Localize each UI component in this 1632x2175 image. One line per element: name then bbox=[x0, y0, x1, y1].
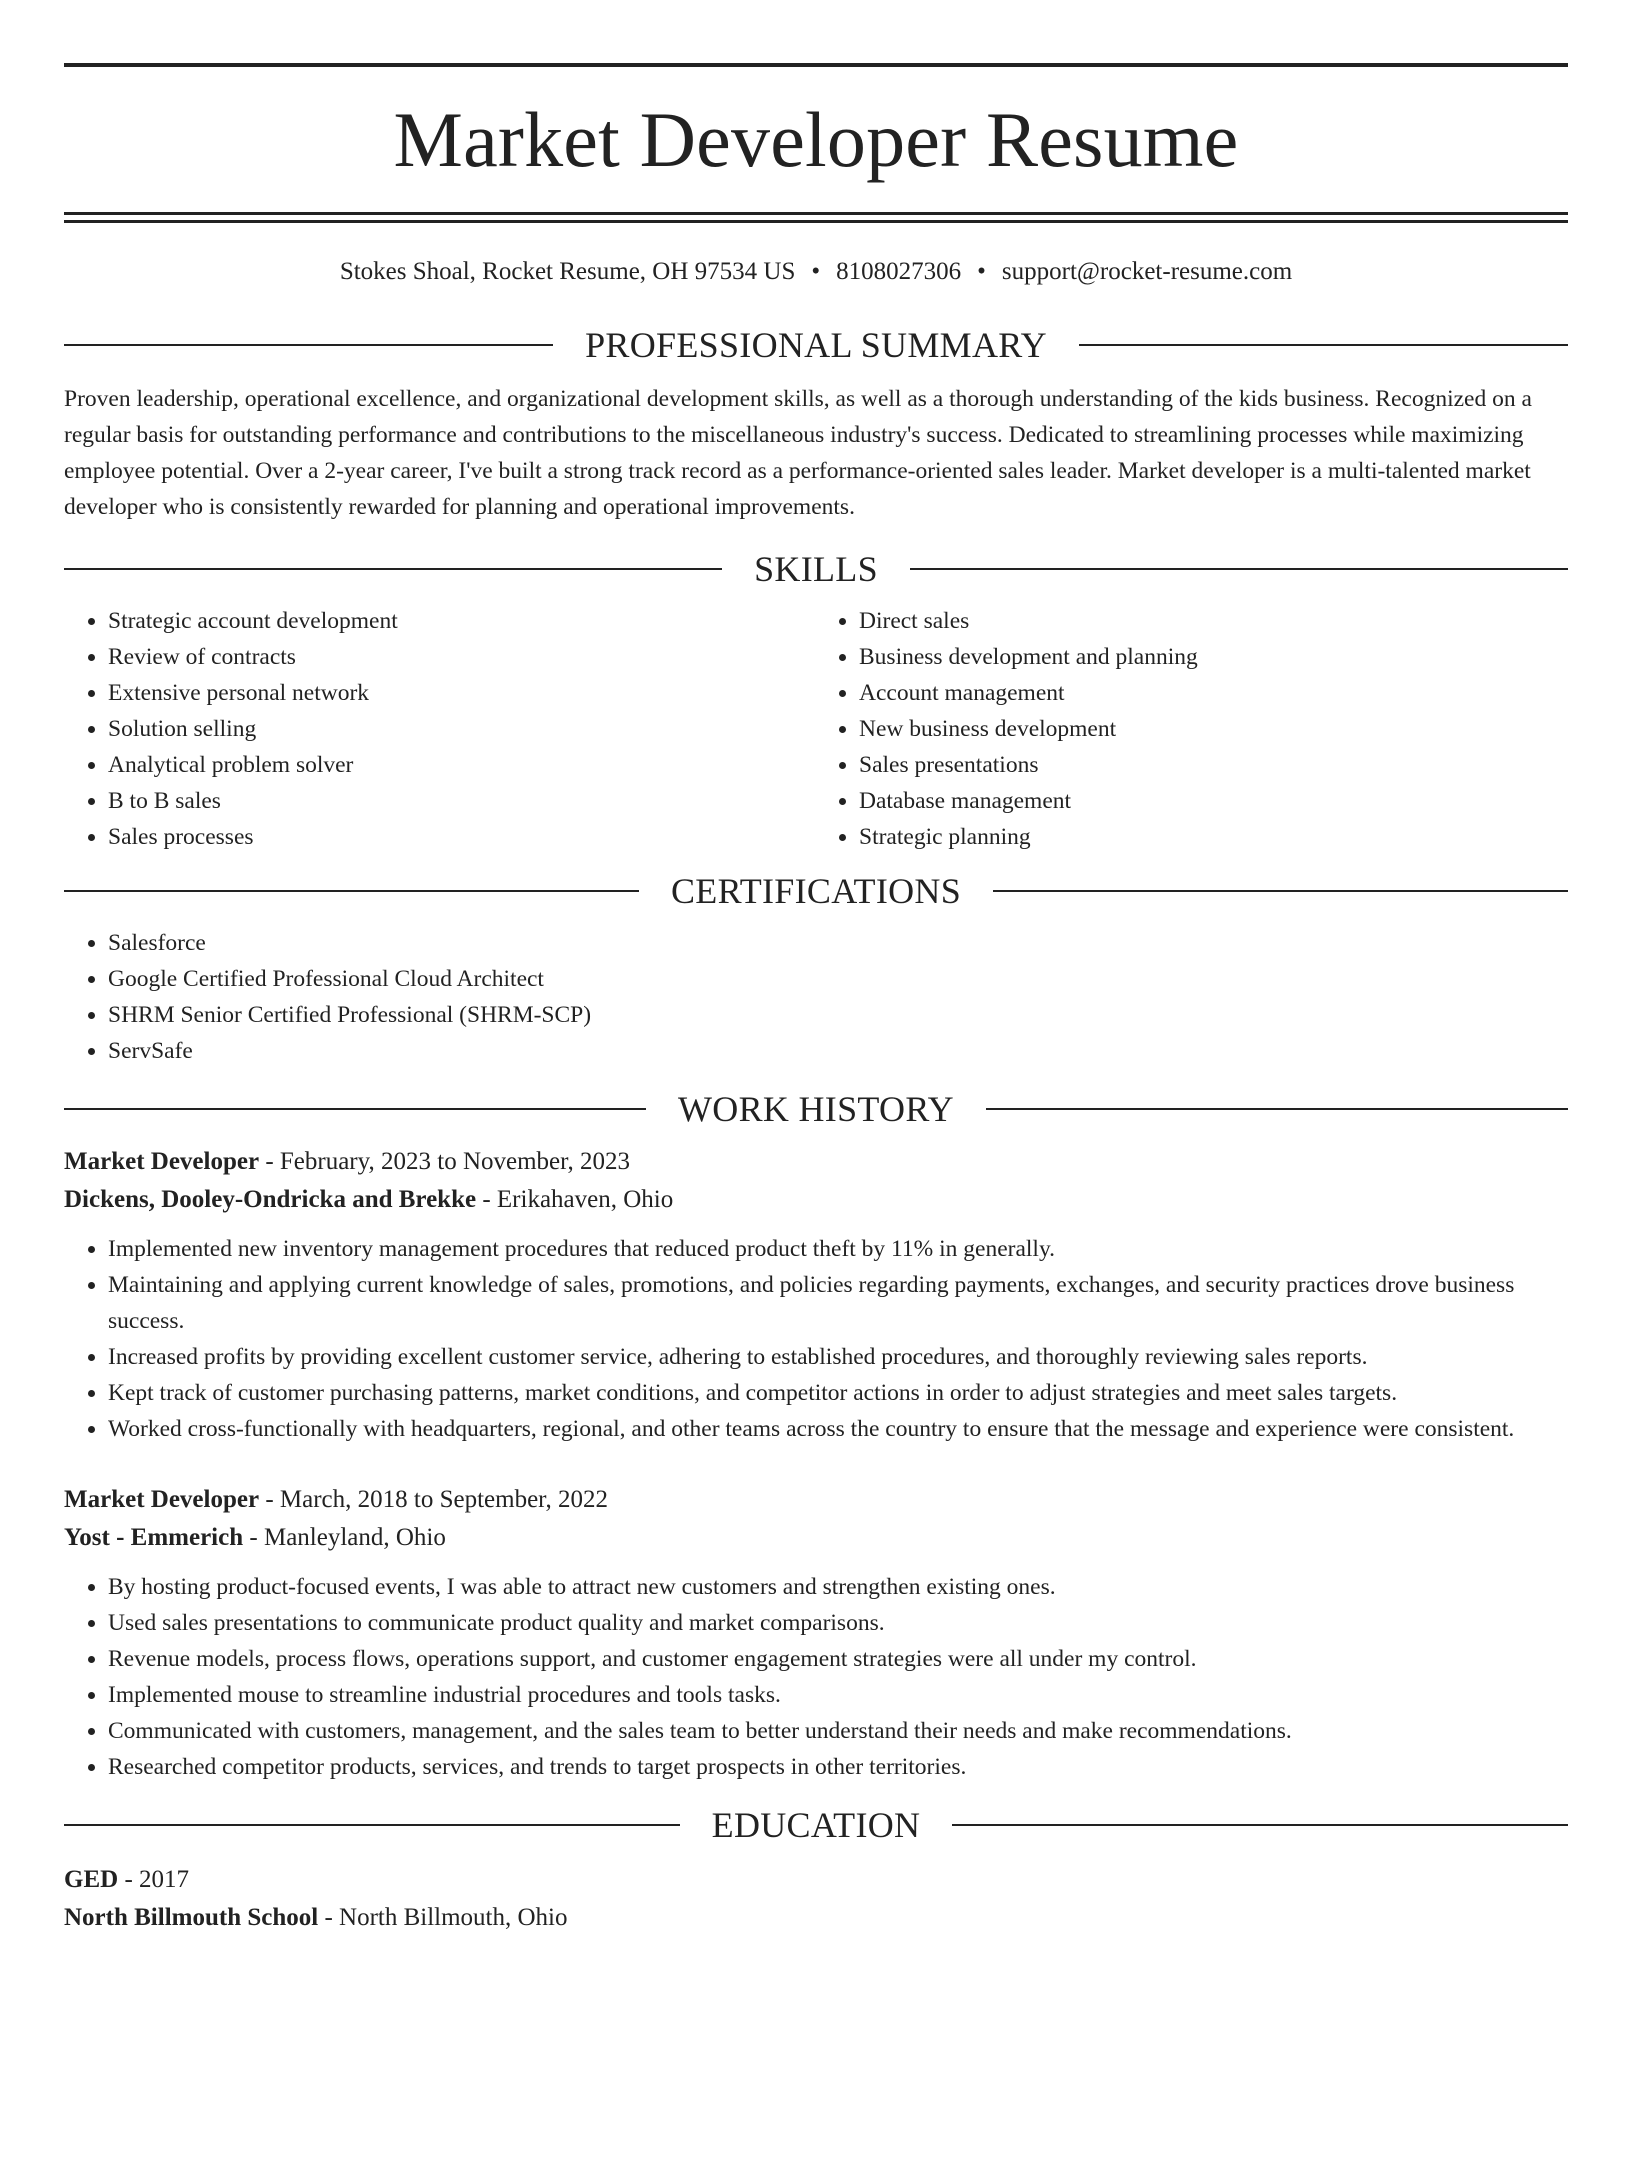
section-heading-skills bbox=[64, 547, 1568, 591]
job-bullet: • Maintaining and applying current knowledge of sales, promotions, and policies regarding payments, exchanges, and security practices drove business success. bbox=[108, 1267, 1568, 1339]
skill-item: • Direct sales bbox=[859, 603, 1568, 639]
contact-phone: 8108027306 bbox=[836, 258, 962, 285]
skill-item: • Account management bbox=[859, 675, 1568, 711]
contact-address: Stokes Shoal, Rocket Resume, OH 97534 US bbox=[339, 258, 796, 285]
job-company-line bbox=[64, 1181, 1568, 1219]
job-bullet: • Communicated with customers, management, and the sales team to better understand their needs and make recommendations. bbox=[108, 1713, 1568, 1749]
skills-grid bbox=[64, 603, 1568, 855]
education-location: - North Billmouth, Ohio bbox=[318, 1904, 568, 1931]
education-year: - 2017 bbox=[118, 1866, 190, 1893]
contact-line bbox=[64, 257, 1568, 287]
job-entry bbox=[64, 1481, 1568, 1785]
heading-rule bbox=[64, 890, 639, 892]
job-bullet: • Worked cross-functionally with headquarters, regional, and other teams across the country to ensure that the message and experience were consistent. bbox=[108, 1411, 1568, 1447]
heading-rule bbox=[910, 568, 1568, 570]
education-degree: GED bbox=[64, 1866, 119, 1893]
summary-paragraph: Proven leadership, operational excellence, and organizational development skills, as well as a thorough understanding of the kids business. Recognized on a regular basis for outstanding performance and contributions to the miscellaneous industry's success. Dedicated to streamlining processes while maximizing employee potential. Over a 2-year career, I've built a strong track record as a performance-oriented sales leader. Market developer is a multi-talented market developer who is consistently rewarded for planning and operational improvements. bbox=[64, 386, 1532, 520]
skill-item: • Solution selling bbox=[108, 711, 816, 747]
certifications-list bbox=[64, 925, 1568, 1069]
job-bullet: • Researched competitor products, services, and trends to target prospects in other territories. bbox=[108, 1749, 1568, 1785]
job-bullets bbox=[64, 1569, 1568, 1785]
skills-list-left bbox=[64, 603, 816, 855]
resume-title: Market Developer Resume bbox=[393, 96, 1239, 183]
contact-separator: • bbox=[811, 258, 821, 285]
skill-item: • Sales processes bbox=[108, 819, 816, 855]
section-heading-label: CERTIFICATIONS bbox=[670, 871, 962, 911]
heading-rule bbox=[1079, 344, 1568, 346]
job-bullets bbox=[64, 1231, 1568, 1447]
job-bullet: • Used sales presentations to communicate product quality and market comparisons. bbox=[108, 1605, 1568, 1641]
job-company: Yost - Emmerich bbox=[64, 1524, 244, 1551]
heading-rule bbox=[993, 890, 1568, 892]
contact-email: support@rocket-resume.com bbox=[1001, 258, 1293, 285]
job-location: - Erikahaven, Ohio bbox=[476, 1186, 674, 1213]
section-heading-work-history bbox=[64, 1087, 1568, 1131]
top-rule bbox=[64, 63, 1568, 67]
skill-item: • New business development bbox=[859, 711, 1568, 747]
skill-item: • Strategic account development bbox=[108, 603, 816, 639]
skill-item: • Business development and planning bbox=[859, 639, 1568, 675]
job-dates: - March, 2018 to September, 2022 bbox=[259, 1486, 608, 1513]
job-bullet: • Kept track of customer purchasing patterns, market conditions, and competitor actions in order to adjust strategies and meet sales targets. bbox=[108, 1375, 1568, 1411]
job-title: Market Developer bbox=[64, 1486, 260, 1513]
skill-item: • Extensive personal network bbox=[108, 675, 816, 711]
heading-rule bbox=[64, 1824, 680, 1826]
contact-separator: • bbox=[977, 258, 986, 285]
job-entry bbox=[64, 1143, 1568, 1447]
job-bullet: • By hosting product-focused events, I was able to attract new customers and strengthen existing ones. bbox=[108, 1569, 1568, 1605]
section-heading-certifications bbox=[64, 869, 1568, 913]
education-school-line bbox=[64, 1899, 1568, 1937]
job-company-line bbox=[64, 1519, 1568, 1557]
skill-item: • Analytical problem solver bbox=[108, 747, 816, 783]
job-title-line bbox=[64, 1481, 1568, 1519]
section-heading-label: SKILLS bbox=[754, 549, 878, 589]
skill-item: • Database management bbox=[859, 783, 1568, 819]
heading-rule bbox=[64, 344, 553, 346]
job-company: Dickens, Dooley-Ondricka and Brekke bbox=[64, 1186, 477, 1213]
job-bullet: • Implemented mouse to streamline industrial procedures and tools tasks. bbox=[108, 1677, 1568, 1713]
education-entry bbox=[64, 1861, 1568, 1937]
certification-item: • SHRM Senior Certified Professional (SHRM-SCP) bbox=[108, 997, 1568, 1033]
skill-item: • Strategic planning bbox=[859, 819, 1568, 855]
heading-rule bbox=[64, 1108, 646, 1110]
education-school: North Billmouth School bbox=[64, 1904, 319, 1931]
skill-item: • Sales presentations bbox=[859, 747, 1568, 783]
heading-rule bbox=[952, 1824, 1568, 1826]
skill-item: • B to B sales bbox=[108, 783, 816, 819]
job-title-line bbox=[64, 1143, 1568, 1181]
education-degree-line bbox=[64, 1861, 1568, 1899]
certification-item: • ServSafe bbox=[108, 1033, 1568, 1069]
section-heading-education bbox=[64, 1803, 1568, 1847]
section-heading-summary bbox=[64, 323, 1568, 367]
section-heading-label: WORK HISTORY bbox=[678, 1089, 954, 1129]
certification-item: • Salesforce bbox=[108, 925, 1568, 961]
heading-rule bbox=[986, 1108, 1568, 1110]
heading-rule bbox=[64, 568, 722, 570]
job-location: - Manleyland, Ohio bbox=[243, 1524, 446, 1551]
job-bullet: • Revenue models, process flows, operations support, and customer engagement strategies were all under my control. bbox=[108, 1641, 1568, 1677]
skills-list-right bbox=[816, 603, 1568, 855]
job-dates: - February, 2023 to November, 2023 bbox=[259, 1148, 630, 1175]
title-double-rule bbox=[64, 212, 1568, 223]
resume-page bbox=[0, 63, 1632, 2175]
section-heading-label: EDUCATION bbox=[711, 1805, 921, 1845]
job-title: Market Developer bbox=[64, 1148, 260, 1175]
section-heading-label: PROFESSIONAL SUMMARY bbox=[585, 325, 1047, 365]
skill-item: • Review of contracts bbox=[108, 639, 816, 675]
job-bullet: • Implemented new inventory management procedures that reduced product theft by 11% in generally. bbox=[108, 1231, 1568, 1267]
certification-item: • Google Certified Professional Cloud Architect bbox=[108, 961, 1568, 997]
job-bullet: • Increased profits by providing excellent customer service, adhering to established procedures, and thoroughly reviewing sales reports. bbox=[108, 1339, 1568, 1375]
